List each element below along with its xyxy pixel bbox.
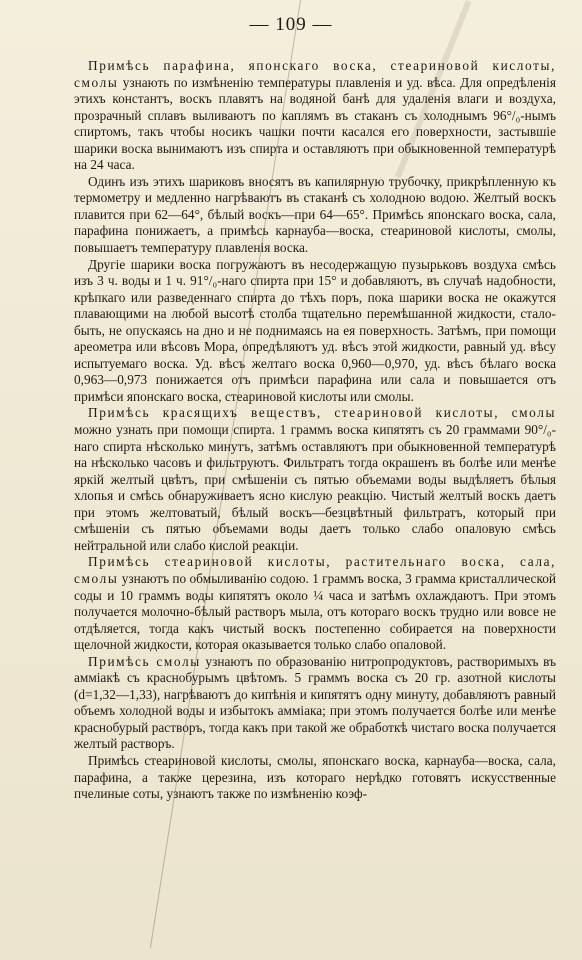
paragraph-melting-point: [74, 174, 556, 257]
paragraph-colorants: [74, 405, 556, 554]
body-text: [74, 58, 556, 803]
paragraph-body: узнаютъ по образованію нитропродуктовъ, растворимыхъ въ аммiакѣ съ краснобурымъ цвѣтомъ. 5 граммъ воска съ 20 гр. азотной кислоты (d=1,32—1,33), нагрѣваютъ до кипѣнія и кипятятъ одну минуту, добавляютъ равный объемъ холодной воды и избытокъ аммiака; при этомъ получается болѣе или менѣе краснобурый растворъ, тогда какъ при такой же обработкѣ чистаго воска получается желтый растворъ.: [74, 653, 557, 752]
paragraph-ceresin: [74, 753, 556, 803]
paragraph-specific-gravity: [74, 257, 556, 406]
paragraph-paraffin: [74, 58, 556, 174]
paragraph-body: узнають по измѣненію температуры плавленія и уд. вѣса. Для опредѣленія этихъ константъ, воскъ плавятъ на водяной банѣ для удаленія влаги и воздуха, прозрачный сплавъ выливаютъ по каплямъ въ стаканъ съ холоднымъ 96°/₀-нымъ спиртомъ, такъ чтобы носикъ чашки почти касался его поверхности, застывшіе шарики воска вынимаютъ изъ спирта и оставляютъ при обыкновенной температурѣ на 24 часа.: [74, 74, 556, 173]
paragraph-saponification: [74, 554, 556, 653]
paragraph-body: можно узнать при помощи спирта. 1 граммъ воска кипятятъ съ 20 граммами 90°/₀-наго спирта нѣсколько минутъ, затѣмъ оставляютъ при обыкновенной температурѣ на нѣсколько часовъ и фильтруютъ. Фильтратъ тогда окрашенъ въ болѣе или менѣе яркій желтый цвѣтъ, при смѣшеніи съ пятью объемами воды выдѣляетъ бѣлыя хлопья и смѣсь обнаруживаетъ ясно кислую реакцію. Чистый желтый воскъ даетъ при этомъ желтоватый, бѣлый воскъ—безцвѣтный фильтратъ, который при смѣшеніи съ пятью объемами воды даетъ только слабо опаловую смѣсь нейтральной или слабо кислой реакціи.: [74, 422, 556, 553]
paragraph-body: Другіе шарики воска погружаютъ въ несодержащую пузырьковъ воздуха смѣсь изъ 3 ч. воды и 1 ч. 91°/₀-наго спирта при 15° и добавляютъ, въ случаѣ надобности, крѣпкаго или разведеннаго спирта до тѣхъ поръ, пока шарики воска не окажутся плавающими на любой высотѣ столба тщательно перемѣшанной жидкости, стало-быть, не опускаясь на дно и не поднимаясь на ея поверхность. Затѣмъ, при помощи ареометра или вѣсовъ Мора, опредѣляютъ уд. вѣсъ этой жидкости, равный уд. вѣсу испытуемаго воска. Уд. вѣсъ желтаго воска 0,960—0,970, уд. вѣсъ бѣлаго воска 0,963—0,973 понижается отъ примѣси парафина или сала и повышается отъ примѣси японскаго воска, стеариновой кислоты или смолы.: [74, 256, 556, 404]
paragraph-lead: Примѣсь парафина, японскаго воска, стеариновой кислоты, смолы: [74, 58, 556, 90]
paragraph-body: узнаютъ по обмыливанію содою. 1 граммъ воска, 3 грамма кристаллической соды и 10 граммъ воды кипятятъ около ¼ часа и затѣмъ охлаждаютъ. При этомъ получается молочно-бѣлый растворъ мыла, отъ котораго воскъ трудно или вовсе не отдѣляется, тогда какъ чистый воскъ постепенно собирается на поверхности щелочной жидкости, которая оказывается только слабо опаловой.: [74, 570, 556, 653]
paragraph-lead: Примѣсь стеариновой кислоты, растительнаго воска, сала, смолы: [74, 554, 556, 586]
paragraph-resin: [74, 654, 556, 753]
paragraph-lead: Примѣсь смолы: [88, 653, 201, 669]
paragraph-lead: Примѣсь красящихъ веществъ, стеариновой кислоты, смолы: [88, 405, 556, 421]
paragraph-body: Одинъ изъ этихъ шариковъ вносятъ въ капилярную трубочку, прикрѣпленную къ термометру и медленно нагрѣваютъ въ стаканѣ съ холодною водою. Желтый воскъ плавится при 62—64°, бѣлый воскъ—при 64—65°. Примѣсь японскаго воска, сала, парафина понижаетъ, а примѣсь карнауба—воска, стеариновой кислоты, смолы, повышаетъ температуру плавленія воска.: [74, 173, 556, 256]
page-number: — 109 —: [249, 14, 333, 35]
paragraph-body: Примѣсь стеариновой кислоты, смолы, японскаго воска, карнауба—воска, сала, парафина, а также церезина, изъ котораго нерѣдко готовятъ искусственные пчелиные соты, узнаютъ также по измѣненію коэф-: [74, 752, 556, 802]
